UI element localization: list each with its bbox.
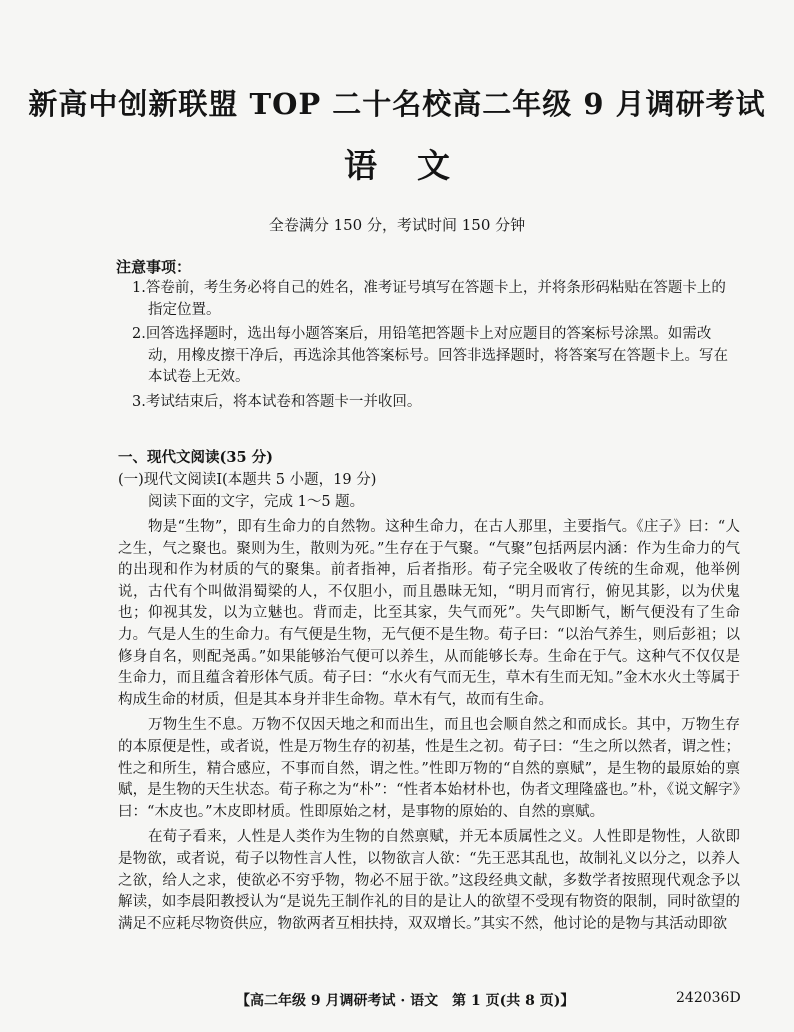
notice-item: 1.答卷前，考生务必将自己的姓名，准考证号填写在答题卡上，并将条形码粘贴在答题卡上的指定位置。 (132, 280, 726, 318)
passage-paragraph: 在荀子看来，人性是人类作为生物的自然禀赋，并无本质属性之义。人性即是物性，人欲即是物欲，或者说，荀子以物性言人性，以物欲言人欲：“先王恶其乱也，故制礼义以分之，以养人之欲，给人之求，使欲必不穷乎物，物必不屈于欲。”这段经典文献，多数学者按照现代观念予以解读，如李晨阳教授认为“是说先王制作礼的目的是让人的欲望不受现有物资的限制，同时欲望的满足不应耗尽物资供应，物欲两者互相扶持，双双增长。”其实不然，他讨论的是物与其活动即欲 (118, 829, 740, 932)
section-instruction: 阅读下面的文字，完成 1～5 题。 (148, 494, 365, 510)
paper-code: 242036D (676, 990, 741, 1006)
reading-passage (118, 517, 740, 939)
passage-paragraph: 物是“生物”，即有生命力的自然物。这种生命力，在古人那里，主要指气。《庄子》曰：“人之生，气之聚也。聚则为生，散则为死。”生存在于气聚。“气聚”包括两层内涵：作为生命力的气的出现和作为材质的气的聚集。前者指神，后者指形。荀子完全吸收了传统的生命观，他举例说，古代有个叫做涓蜀梁的人，不仅胆小，而且愚昧无知，“明月而宵行，俯见其影，以为伏鬼也；仰视其发，以为立魅也。背而走，比至其家，失气而死”。失气即断气，断气便没有了生命力。气是人生的生命力。有气便是生物，无气便不是生物。荀子曰：“以治气养生，则后彭祖；以修身自名，则配尧禹。”如果能够治气便可以养生，从而能够长寿。生命在于气。这种气不仅仅是生命力，而且蕴含着形体气质。荀子曰：“水火有气而无生，草木有生而无知。”金木水火土等属于构成生命的材质，但是其本身并非生命物。草木有气，故而有生命。 (118, 519, 740, 708)
subject-title: 语文 (344, 146, 490, 185)
notice-heading: 注意事项： (116, 258, 192, 276)
exam-meta: 全卷满分 150 分，考试时间 150 分钟 (268, 216, 526, 234)
notice-item: 3.考试结束后，将本试卷和答题卡一并收回。 (132, 393, 422, 410)
page-footer: 【高二年级 9 月调研考试 · 语文 第 1 页(共 8 页)】 (236, 993, 575, 1009)
notice-item: 2.回答选择题时，选出每小题答案后，用铅笔把答题卡上对应题目的答案标号涂黑。如需改动，用橡皮擦干净后，再选涂其他答案标号。回答非选择题时，将答案写在答题卡上。写在本试卷上无效。 (132, 326, 728, 385)
notice-list (118, 278, 738, 416)
exam-title: 新高中创新联盟 TOP 二十名校高二年级 9 月调研考试 (28, 87, 766, 121)
section-title: 一、现代文阅读(35 分) (118, 449, 273, 466)
passage-paragraph: 万物生生不息。万物不仅因天地之和而出生，而且也会顺自然之和而成长。其中，万物生存的本原便是性，或者说，性是万物生存的初基，性是生之初。荀子曰：“生之所以然者，谓之性；性之和所生，精合感应，不事而自然，谓之性。”性即万物的“自然的禀赋”，是生物的最原始的禀赋，是生物的天生状态。荀子称之为“朴”：“性者本始材朴也，伪者文理隆盛也。”朴，《说文解字》曰：“木皮也。”木皮即材质。性即原始之材，是事物的原始的、自然的禀赋。 (118, 717, 740, 820)
section-subtitle: (一)现代文阅读Ⅰ(本题共 5 小题，19 分) (118, 472, 377, 488)
